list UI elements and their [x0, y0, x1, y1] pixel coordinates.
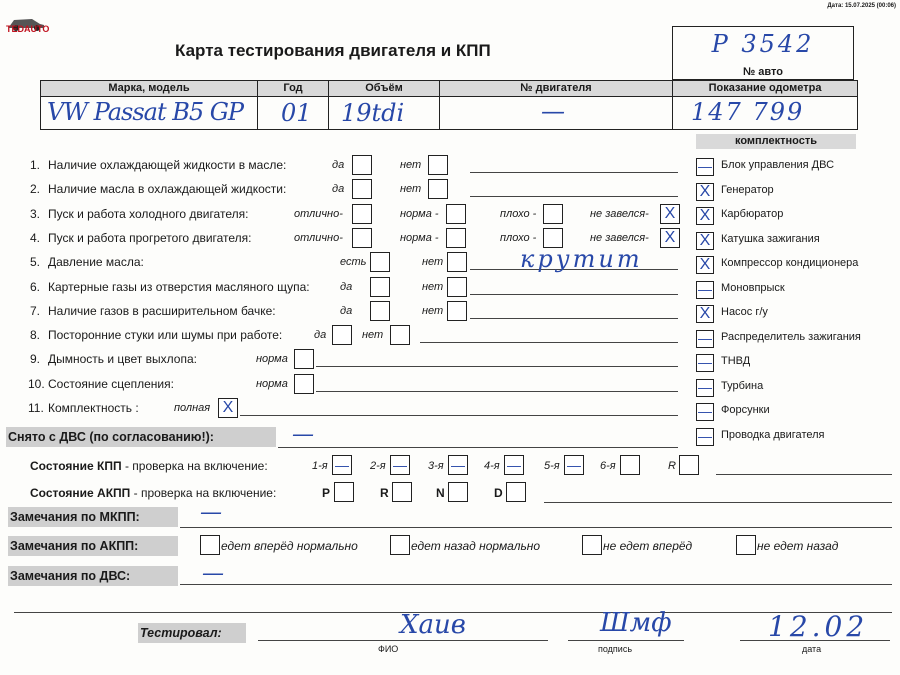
kit-checkbox[interactable]	[696, 428, 714, 446]
answer-line	[470, 172, 678, 173]
option-label: не завелся-	[590, 231, 649, 244]
dash-mark-icon: —	[698, 158, 712, 174]
option-checkbox[interactable]	[543, 204, 563, 224]
question-text: Наличие охлаждающей жидкости в масле:	[48, 158, 287, 172]
option-label: нет	[400, 159, 422, 171]
option-label: да	[332, 159, 345, 171]
kit-checkbox[interactable]	[696, 379, 714, 397]
gear-checkbox[interactable]	[332, 455, 352, 475]
option-checkbox[interactable]	[352, 179, 372, 199]
x-mark-icon: X	[664, 228, 676, 246]
x-mark-icon: X	[699, 231, 711, 249]
dash-mark-icon: —	[698, 427, 712, 444]
kit-item-label: Распределитель зажигания	[721, 330, 861, 343]
akpp-note-label: не едет вперёд	[603, 539, 693, 553]
date-caption: дата	[802, 644, 822, 654]
car-number-value: P 3542	[711, 30, 815, 58]
gear-checkbox[interactable]	[390, 455, 410, 475]
date-value: 12.02	[768, 610, 869, 643]
kit-item-label: Насос г/у	[721, 306, 768, 318]
kit-checkbox[interactable]	[696, 207, 714, 225]
option-checkbox[interactable]	[332, 325, 352, 345]
option-checkbox[interactable]	[294, 374, 314, 394]
option-checkbox[interactable]	[428, 155, 448, 175]
volume-value: 19tdi	[341, 99, 405, 127]
mkpp-row	[30, 459, 268, 473]
dash-mark-icon: —	[698, 329, 712, 346]
gear-checkbox[interactable]	[564, 455, 584, 475]
akpp-note-label: едет назад нормально	[411, 539, 541, 553]
option-checkbox[interactable]	[447, 301, 467, 321]
option-label: норма -	[400, 231, 439, 244]
col-header-volume: Объём	[329, 81, 439, 96]
kit-item-label: Турбина	[721, 379, 764, 392]
option-label: плохо -	[500, 207, 537, 220]
notes-mkpp-value: —	[200, 500, 222, 525]
question-text: Пуск и работа холодного двигателя:	[48, 206, 249, 221]
dash-mark-icon: —	[507, 457, 521, 473]
question-number: 2.	[30, 182, 41, 197]
gear-label: 6-я	[600, 460, 616, 472]
option-label: да	[314, 329, 327, 342]
question-number: 1.	[30, 158, 41, 172]
gear-label: 5-я	[544, 460, 560, 472]
notes-dvs-value: —	[202, 561, 224, 586]
kit-checkbox[interactable]	[696, 158, 714, 176]
question-number: 3.	[30, 206, 41, 221]
option-label: отлично-	[294, 231, 343, 244]
year-value: 01	[281, 99, 312, 127]
x-mark-icon: X	[699, 207, 711, 224]
gear-label: 2-я	[370, 460, 386, 472]
notes-akpp-label: Замечания по АКПП:	[8, 536, 178, 556]
odometer-value: 147 799	[691, 98, 805, 126]
question-text: Состояние сцепления:	[48, 376, 174, 391]
option-label: плохо -	[500, 231, 537, 244]
kit-item-label: Компрессор кондиционера	[721, 257, 859, 269]
dash-mark-icon: —	[698, 354, 712, 370]
brand-logo-text: TEDAUTO	[6, 24, 50, 34]
akpp-note-checkbox[interactable]	[390, 535, 410, 555]
option-checkbox[interactable]	[352, 228, 372, 248]
kit-item-label: Блок управления ДВС	[721, 159, 835, 171]
kit-item-label: Катушка зажигания	[721, 232, 820, 245]
kit-checkbox[interactable]	[696, 403, 714, 421]
option-checkbox[interactable]	[428, 179, 448, 199]
option-checkbox[interactable]	[352, 155, 372, 175]
akpp-gear-label: N	[436, 486, 445, 500]
akpp-gear-checkbox[interactable]	[506, 482, 526, 502]
answer-line	[420, 342, 678, 343]
car-number-box	[672, 26, 854, 80]
col-header-engine: № двигателя	[440, 81, 672, 96]
dash-mark-icon: —	[698, 403, 712, 419]
akpp-note-label: не едет назад	[757, 539, 839, 553]
x-mark-icon: X	[699, 305, 711, 322]
akpp-label: Состояние АКПП	[30, 486, 131, 500]
mkpp-label: Состояние КПП	[30, 459, 122, 473]
gear-label: 4-я	[484, 460, 500, 472]
option-checkbox[interactable]	[660, 204, 680, 224]
question-number: 8.	[30, 328, 41, 343]
question-text: Пуск и работа прогретого двигателя:	[48, 230, 252, 245]
x-mark-icon: X	[699, 256, 711, 273]
dash-mark-icon: —	[698, 280, 712, 297]
kit-checkbox[interactable]	[696, 281, 714, 299]
kit-checkbox[interactable]	[696, 183, 714, 201]
question-number: 4.	[30, 230, 41, 245]
akpp-suffix: - проверка на включение:	[133, 486, 277, 500]
answer-line	[470, 318, 678, 319]
gear-checkbox[interactable]	[504, 455, 524, 475]
mkpp-suffix: - проверка на включение:	[124, 459, 268, 473]
akpp-gear-checkbox[interactable]	[334, 482, 354, 502]
notes-mkpp-label: Замечания по МКПП:	[8, 507, 178, 527]
gear-checkbox[interactable]	[679, 455, 699, 475]
question-number: 10.	[28, 376, 45, 391]
col-header-odometer: Показание одометра	[673, 81, 857, 96]
answer-line	[470, 196, 678, 197]
option-label: полная	[174, 402, 211, 414]
akpp-note-checkbox[interactable]	[736, 535, 756, 555]
option-label: есть	[340, 256, 367, 269]
option-checkbox[interactable]	[446, 204, 466, 224]
question-text: Наличие масла в охлаждающей жидкости:	[48, 182, 287, 197]
answer-line	[316, 391, 678, 392]
kit-item-label: Проводка двигателя	[721, 428, 825, 441]
signature-mark: Шмф	[600, 608, 672, 638]
kit-item-label: Моновпрыск	[721, 281, 785, 294]
kit-item-label: Карбюратор	[721, 208, 784, 220]
option-checkbox[interactable]	[218, 398, 238, 418]
kit-header: комплектность	[696, 134, 856, 149]
tested-by-label: Тестировал:	[138, 623, 246, 643]
kit-checkbox[interactable]	[696, 256, 714, 274]
col-header-year: Год	[258, 81, 328, 96]
question-text: Дымность и цвет выхлопа:	[48, 352, 197, 367]
akpp-gear-checkbox[interactable]	[392, 482, 412, 502]
print-date: Дата: 15.07.2025 (00:06)	[827, 3, 896, 9]
removed-label: Снято с ДВС (по согласованию!):	[6, 427, 276, 447]
option-label: нет	[422, 256, 444, 269]
answer-line	[470, 294, 678, 295]
option-label: норма	[256, 353, 288, 366]
question-number: 11.	[28, 401, 44, 415]
akpp-note-checkbox[interactable]	[200, 535, 220, 555]
fio-caption: ФИО	[378, 644, 399, 654]
make-model-value: VW Passat B5 GP	[47, 98, 244, 126]
option-checkbox[interactable]	[446, 228, 466, 248]
option-checkbox[interactable]	[370, 301, 390, 321]
option-label: нет	[400, 183, 422, 196]
akpp-note-checkbox[interactable]	[582, 535, 602, 555]
dash-mark-icon: —	[698, 378, 712, 395]
akpp-row	[30, 486, 276, 500]
option-label: да	[332, 183, 345, 196]
option-label: норма -	[400, 207, 439, 220]
question-text: Комплектность :	[48, 401, 139, 415]
option-label: отлично-	[294, 207, 343, 220]
dash-mark-icon: —	[393, 457, 407, 473]
option-checkbox[interactable]	[370, 252, 390, 272]
fio-value: Хаив	[400, 610, 466, 640]
question-number: 6.	[30, 279, 41, 294]
option-label: да	[340, 280, 353, 293]
kit-item-label: Генератор	[721, 183, 774, 196]
option-checkbox[interactable]	[370, 277, 390, 297]
kit-checkbox[interactable]	[696, 232, 714, 250]
question-text: Посторонние стуки или шумы при работе:	[48, 328, 283, 343]
dash-mark-icon: —	[451, 457, 465, 473]
kit-checkbox[interactable]	[696, 330, 714, 348]
option-checkbox[interactable]	[660, 228, 680, 248]
removed-value: —	[292, 422, 314, 447]
kit-checkbox[interactable]	[696, 305, 714, 323]
x-mark-icon: X	[664, 204, 676, 222]
x-mark-icon: X	[222, 399, 234, 416]
vehicle-table	[40, 80, 858, 130]
dash-mark-icon: —	[567, 457, 581, 473]
akpp-gear-checkbox[interactable]	[448, 482, 468, 502]
notes-dvs-label: Замечания по ДВС:	[8, 566, 178, 586]
akpp-gear-label: D	[494, 486, 503, 500]
option-label: нет	[422, 280, 444, 293]
question-text: Давление масла:	[48, 255, 144, 270]
question-text: Картерные газы из отверстия масляного щупа:	[48, 279, 310, 294]
gear-label: 3-я	[428, 460, 444, 472]
question-number: 7.	[30, 303, 41, 318]
handwritten-note: крутит	[520, 245, 643, 274]
col-header-make: Марка, модель	[41, 81, 257, 96]
option-label: да	[340, 304, 353, 317]
option-checkbox[interactable]	[294, 349, 314, 369]
signature-caption: подпись	[598, 644, 633, 654]
answer-line	[316, 366, 678, 367]
question-text: Наличие газов в расширительном бачке:	[48, 303, 276, 318]
option-label: нет	[362, 329, 384, 342]
option-checkbox[interactable]	[447, 277, 467, 297]
option-checkbox[interactable]	[352, 204, 372, 224]
question-number: 9.	[30, 352, 41, 367]
answer-line	[240, 415, 678, 416]
kit-item-label: Форсунки	[721, 404, 770, 416]
option-label: не завелся-	[590, 207, 649, 220]
gear-label: R	[668, 460, 676, 472]
option-label: нет	[422, 304, 444, 317]
option-checkbox[interactable]	[390, 325, 410, 345]
option-label: норма	[256, 377, 288, 390]
kit-checkbox[interactable]	[696, 354, 714, 372]
engine-no-value: —	[541, 97, 565, 125]
question-number: 5.	[30, 255, 41, 270]
option-checkbox[interactable]	[447, 252, 467, 272]
akpp-gear-label: P	[322, 486, 331, 500]
akpp-gear-label: R	[380, 486, 389, 500]
page-title: Карта тестирования двигателя и КПП	[175, 41, 491, 60]
akpp-note-label: едет вперёд нормально	[221, 539, 358, 553]
gear-checkbox[interactable]	[620, 455, 640, 475]
car-number-label: № авто	[742, 66, 783, 78]
kit-item-label: ТНВД	[721, 355, 751, 367]
x-mark-icon: X	[699, 182, 711, 200]
dash-mark-icon: —	[335, 457, 349, 473]
gear-checkbox[interactable]	[448, 455, 468, 475]
gear-label: 1-я	[312, 460, 328, 472]
